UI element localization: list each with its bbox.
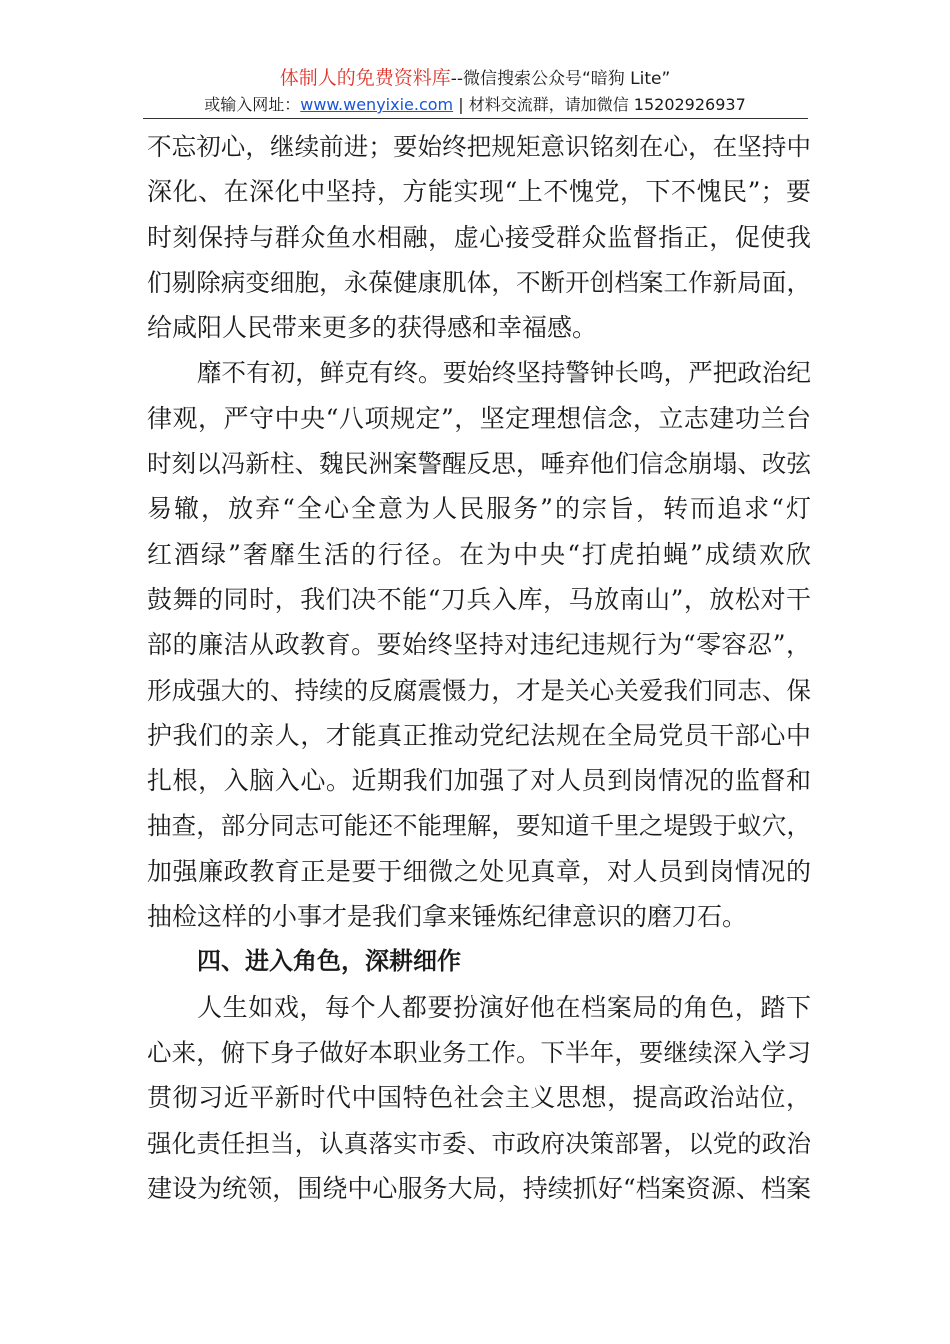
section-heading: 四、进入角色，深耕细作 — [197, 947, 461, 976]
body-line: 形成强大的、持续的反腐震慑力，才是关心关爱我们同志、保 — [147, 675, 811, 705]
body-line: 靡不有初，鲜克有终。要始终坚持警钟长鸣，严把政治纪 — [197, 358, 811, 388]
body-line: 加强廉政教育正是要于细微之处见真章，对人员到岗情况的 — [147, 856, 811, 886]
body-line: 扎根，入脑入心。近期我们加强了对人员到岗情况的监督和 — [147, 766, 811, 796]
website-link[interactable]: www.wenyixie.com — [300, 95, 454, 114]
body-line: 人生如戏，每个人都要扮演好他在档案局的角色，踏下 — [197, 992, 811, 1022]
body-line: 强化责任担当，认真落实市委、市政府决策部署，以党的政治 — [147, 1128, 811, 1158]
body-line: 鼓舞的同时，我们决不能“刀兵入库，马放南山”，放松对干 — [147, 584, 811, 614]
header-contact-line — [0, 93, 950, 117]
body-line: 律观，严守中央“八项规定”，坚定理想信念，立志建功兰台 — [147, 403, 811, 433]
body-line: 心来，俯下身子做好本职业务工作。下半年，要继续深入学习 — [147, 1037, 811, 1067]
url-prefix: 或输入网址： — [204, 95, 301, 114]
body-line: 深化、在深化中坚持，方能实现“上不愧党，下不愧民”；要 — [147, 177, 811, 207]
body-line: 时刻以冯新柱、魏民洲案警醒反思，唾弃他们信念崩塌、改弦 — [147, 449, 811, 479]
header-divider: | — [453, 95, 469, 114]
body-line: 们剔除病变细胞，永葆健康肌体，不断开创档案工作新局面， — [147, 267, 811, 297]
body-line: 贯彻习近平新时代中国特色社会主义思想，提高政治站位， — [147, 1083, 811, 1113]
header-rule — [143, 118, 808, 119]
contact-info: 材料交流群，请加微信 15202926937 — [468, 95, 746, 114]
body-line: 不忘初心，继续前进；要始终把规矩意识铭刻在心，在坚持中 — [147, 132, 811, 161]
header-tagline: --微信搜索公众号“暗狗 Lite” — [450, 69, 671, 89]
document-body — [147, 124, 811, 1211]
body-line: 抽检这样的小事才是我们拿来锤炼纪律意识的磨刀石。 — [147, 902, 748, 932]
body-line: 建设为统领，围绕中心服务大局，持续抓好“档案资源、档案 — [147, 1173, 811, 1203]
document-header — [0, 66, 950, 117]
body-line: 护我们的亲人，才能真正推动党纪法规在全局党员干部心中 — [147, 720, 811, 750]
body-line: 给咸阳人民带来更多的获得感和幸福感。 — [147, 313, 598, 343]
body-line: 部的廉洁从政教育。要始终坚持对违纪违规行为“零容忍”， — [147, 630, 811, 660]
body-line: 红酒绿”奢靡生活的行径。在为中央“打虎拍蝇”成绩欢欣 — [147, 539, 811, 569]
body-line: 抽查，部分同志可能还不能理解，要知道千里之堤毁于蚁穴， — [147, 811, 811, 841]
brand-name: 体制人的免费资料库 — [279, 67, 451, 89]
body-line: 时刻保持与群众鱼水相融，虚心接受群众监督指正，促使我 — [147, 222, 811, 252]
body-line: 易辙，放弃“全心全意为人民服务”的宗旨，转而追求“灯 — [147, 494, 811, 524]
header-banner — [0, 66, 950, 91]
